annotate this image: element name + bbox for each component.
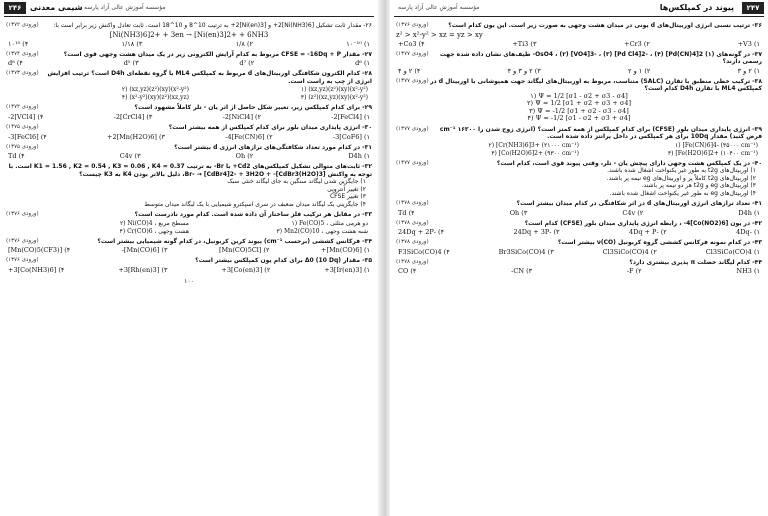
- right-page-header: [394, 2, 764, 17]
- option[interactable]: ۴) ۲ و ۴: [398, 66, 421, 75]
- option[interactable]: ۲) C4v: [622, 208, 644, 217]
- options-36: [398, 40, 760, 48]
- question-32: [6, 163, 372, 178]
- question-text: ۴۴- کدام لیگاند خصلت π پذیری بیشتری دارد؟: [629, 258, 762, 266]
- option[interactable]: ۳) [Rh(en)3]3+: [118, 265, 168, 274]
- question-text: ۳۲- ثابت‌های متوالی تشکیل کمپلکس‌های Cd2+ با Br- به ترتیب K1 = 1.56 , K2 = 0.54 , K3 = 0.06 , K4 = 0.37 است. با توجه به واکنش [CdBr3(H2O)3]- + Br- → [CdBr4]2- + 3H2O، دلیل بالاتر بودن K4 به K3 چیست؟: [8, 163, 372, 178]
- option[interactable]: ۲) Cl3SiCo(CO)4: [602, 247, 657, 256]
- options-31: [8, 152, 370, 160]
- left-page-body: [0, 17, 378, 285]
- option[interactable]: ۲) Ni(CO)4 ، مسطح مربع: [119, 219, 189, 227]
- option[interactable]: ۳) CN-: [511, 267, 533, 276]
- question-source: (ورودی ۱۳۷۷): [396, 125, 429, 132]
- option[interactable]: ۳) -24Dq + 3P: [513, 228, 560, 237]
- question-38: [396, 78, 762, 93]
- option[interactable]: ۳) [Mn(H2O)6]2+: [107, 132, 165, 141]
- question-source: (ورودی ۱۳۷۲): [6, 22, 39, 28]
- options-33: [10, 220, 368, 235]
- question-text: ۳۸- ترکیب خطی منطبق با تقارن (SALC) متناسب، مربوط به اوربیتال‌های لیگاند جهت همپوشانی با اوربیتال d در کمپلکس ML4 با تقارن D4h کدام است؟: [430, 77, 762, 93]
- option[interactable]: ۲) d⁷: [239, 59, 255, 68]
- question-text: ۳۰- انرژی پایداری میدان بلور برای کدام کمپلکس از همه بیشتر است؟: [168, 123, 372, 131]
- question-source: (ورودی ۱۳۷۸): [396, 258, 429, 265]
- option[interactable]: ۲) -4Dq + P: [628, 228, 667, 237]
- option[interactable]: ۴) جایگزینی یک لیگاند میدان ضعیف در سری اسپکترو شیمیایی با یک لیگاند میدان متوسط: [144, 200, 366, 208]
- option[interactable]: ۱) (xz,yz)(z²)(xy)(x²-y²): [300, 86, 368, 94]
- option[interactable]: ۱) [FeCl4]2-: [331, 112, 370, 121]
- options-30: [8, 133, 370, 141]
- option[interactable]: ۲) اوربیتال‌های t2g کاملاً پر و اوربیتال‌های eg نیمه پر باشند.: [606, 174, 756, 182]
- question-source: (ورودی ۱۳۷۷): [396, 77, 429, 84]
- options-43: [398, 248, 760, 256]
- question-source: (ورودی ۱۳۷۵): [6, 143, 39, 150]
- question-text: ۳۴- فرکانس کششی (برحسب cm⁻¹) پیوند کربن کربونیل، در کدام گونه شیمیایی بیشتر است؟: [97, 237, 372, 245]
- option[interactable]: ۴) Cr(CO)6 ، هشت وجهی: [119, 227, 189, 235]
- option[interactable]: ۴) d⁸: [8, 59, 23, 68]
- option[interactable]: ۱) D4h: [738, 208, 760, 217]
- question-source: (ورودی ۱۳۷۷): [396, 50, 429, 57]
- question-29: [6, 104, 372, 112]
- left-page-number: ۲۴۶: [4, 2, 26, 14]
- option[interactable]: ۳) Mn2(CO)10 ، شبه هشت وجهی: [276, 227, 368, 235]
- option[interactable]: ۴) [FeCl6]3-: [8, 132, 47, 141]
- question-text: ۳۹- انرژی پایداری میدان بلور (CFSE) برای کدام کمپلکس از همه کمتر است؟ (انرژی زوج شدن را ۱۶۳۰۰ cm⁻¹ فرض کنید) مقدار 10Dq برای هر کمپلکس در داخل پرانتز داده شده است.: [439, 125, 762, 141]
- option[interactable]: ۲) ۱/۸: [235, 39, 253, 48]
- question-text: ۴۲- در یون [Co(NO2)6]4- ، رابطه انرژی پایداری میدان بلور (CFSE) کدام است؟: [524, 219, 762, 227]
- option[interactable]: ۱) [Fe(CN)6]4- (۳۵۰۰۰ cm⁻¹): [675, 141, 758, 149]
- right-page-title: پیوند در کمپلکس‌ها: [659, 3, 734, 12]
- left-page: [0, 0, 378, 516]
- option[interactable]: ۴) -24Dq + 2P: [398, 228, 445, 237]
- option[interactable]: ۲) Oh: [235, 152, 254, 161]
- question-33: [6, 211, 372, 219]
- option[interactable]: ۳) d⁵: [123, 59, 139, 68]
- option[interactable]: ۴) [Co(NH3)6]3+: [8, 265, 65, 274]
- question-44: [396, 259, 762, 267]
- question-39: [396, 126, 762, 141]
- question-source: (ورودی ۱۳۷۶): [396, 22, 429, 28]
- question-26: [6, 22, 372, 30]
- question-source: (ورودی ۱۳۷۶): [6, 210, 39, 217]
- option[interactable]: ۴) (x²-y²)(xy)(z²)(xz,yz): [121, 94, 189, 102]
- option[interactable]: ۳) [Fe(H2O)6]2+ (۱۰۴۰۰ cm⁻¹): [667, 149, 758, 157]
- question-28: [6, 70, 372, 85]
- options-27: [8, 59, 370, 67]
- option[interactable]: ۱) V3+: [737, 39, 760, 48]
- option[interactable]: ۱) ۱۰⁻¹⁰: [346, 39, 370, 48]
- option[interactable]: ۱) ۲ و ۳: [737, 66, 760, 75]
- question-source: (ورودی ۱۳۷۷): [396, 159, 429, 166]
- question-35: [6, 257, 372, 265]
- question-31: [6, 144, 372, 152]
- option[interactable]: ۲) (xz,yz)(z²)(xy)(x²-y²): [121, 86, 189, 94]
- option[interactable]: ۴) Ψ = -1/2 [σ1 - σ2 + σ3 + σ4]: [527, 114, 631, 123]
- question-36: [396, 22, 762, 30]
- option[interactable]: ۳) [Mn(CO)6]-: [121, 246, 168, 255]
- options-26: [8, 40, 370, 48]
- energy-ordering: z² > x²-y² > xz = yz > xy: [396, 30, 483, 39]
- options-28: [10, 86, 368, 101]
- question-34: [6, 238, 372, 246]
- option[interactable]: ۲) تغییر آنتروپی: [327, 185, 366, 193]
- question-text: ۳۷- در گونه‌های (۱) OsO4 ، (۲) [VO4]3- ، (۳) [Pd Cl4]2- ، (۴) [Pd(CN)4]2- طیف‌های نشان داده شده جهت رسمی دارند؟: [439, 50, 762, 66]
- options-38: [402, 93, 756, 123]
- option[interactable]: ۱) [Ir(en)3]3+: [324, 265, 370, 274]
- options-39: [400, 142, 758, 157]
- question-text: ۲۸- کدام الکترون شکافتگی اوربیتال‌های d مربوط به کمپلکس ML4 با گروه نقطه‌ای D4h است؟ ترتیب افزایش انرژی از چپ به راست است.: [47, 70, 372, 85]
- option[interactable]: ۲) [NiCl4]2-: [222, 112, 262, 121]
- option[interactable]: ۱) Fe(CO)5 ، دو هرمی مثلثی: [291, 219, 368, 227]
- option[interactable]: ۱) -4Dq: [736, 228, 760, 237]
- options-42: [398, 228, 760, 236]
- question-text: ۲۷- مقدار CFSE = -16Dq + P مربوط به کدام آرایش الکترونی زیر در یک میدان هشت وجهی قوی است؟: [63, 50, 372, 58]
- option[interactable]: ۲) [Cr(NH3)6]3+ (۲۱۰۰۰ cm⁻¹): [488, 141, 579, 149]
- options-34: [8, 246, 370, 254]
- right-page-number: ۲۴۷: [742, 2, 764, 14]
- question-27: [6, 51, 372, 59]
- options-32: [12, 178, 366, 208]
- option[interactable]: ۴) Td: [398, 208, 415, 217]
- option[interactable]: ۴) [VCl4]2-: [8, 112, 44, 121]
- question-source: (ورودی ۱۳۷۶): [6, 257, 39, 264]
- question-43: [396, 239, 762, 247]
- question-text: ۴۳- در کدام نمونه فرکانس کششی گروه کربونیل (CO)ν بیشتر است؟: [557, 239, 762, 247]
- option[interactable]: ۲) F-: [626, 267, 642, 276]
- question-source: (ورودی ۱۳۷۸): [396, 200, 429, 206]
- option[interactable]: ۳) Br3SiCo(CO)4: [498, 247, 554, 256]
- question-40: [396, 160, 762, 168]
- option[interactable]: ۳) اوربیتال‌های eg و t2g هر دو نیمه پر باشند.: [641, 182, 756, 190]
- option[interactable]: ۲) Cr3+: [624, 39, 650, 48]
- option[interactable]: ۴) Co3+: [398, 39, 425, 48]
- option[interactable]: ۲) ۱ و ۲: [628, 66, 651, 75]
- question-text: ۳۵- مقدار Δ0 (10 Dq) برای کدام یون کمپلکس بیشتر است؟: [195, 257, 372, 265]
- options-37: [398, 67, 760, 75]
- left-page-subtitle: مؤسسه آموزش عالی آزاد پارسه: [84, 4, 166, 11]
- question-source: (ورودی ۱۳۷۸): [396, 219, 429, 226]
- book-gutter: [378, 0, 390, 516]
- question-text: ۴۰- در یک کمپلکس هشت وجهی دارای پیچش یان - تلر، وقتی پیوند قوی است، کدام است؟: [496, 159, 762, 167]
- question-42: [396, 220, 762, 228]
- question-source: (ورودی ۱۳۷۶): [6, 237, 39, 244]
- option[interactable]: ۳) (z²)(xz,yz)(xy)(x²-y²): [300, 94, 368, 102]
- left-page-header: [4, 2, 374, 17]
- options-44: [398, 267, 760, 275]
- option[interactable]: ۳) Ψ = -1/2 [σ1 + σ2 - σ3 - σ4]: [529, 106, 629, 115]
- right-page: [390, 0, 768, 516]
- options-41: [398, 209, 760, 217]
- page-footer: ۱۰۰: [184, 277, 194, 285]
- question-source: (ورودی ۱۳۷۴): [6, 104, 39, 111]
- question-source: (ورودی ۱۳۷۵): [6, 123, 39, 130]
- option[interactable]: ۱) [CoF6]3-: [332, 132, 370, 141]
- options-29: [8, 113, 370, 121]
- option[interactable]: ۳) ۱/۱۸: [121, 39, 143, 48]
- option[interactable]: ۳) C4v: [119, 152, 141, 161]
- option[interactable]: ۴) ۱۰¹⁰: [8, 39, 29, 48]
- option[interactable]: ۴) F3SiCo(CO)4: [398, 247, 450, 256]
- option[interactable]: ۱) Cl3SiCo(CO)4: [705, 247, 760, 256]
- option[interactable]: ۳) تغییر CFSE: [329, 193, 366, 201]
- question-text: ۲۶- مقدار ثابت تشکیل [Ni(NH3)6]2+ و [Ni(en)3]2+ به ترتیب 10^8 و 10^18 است. ثابت تعادل واکنش زیر برابر است با:: [53, 22, 372, 29]
- option[interactable]: ۴) Td: [8, 152, 25, 161]
- option[interactable]: ۳) Ti3+: [512, 39, 537, 48]
- option[interactable]: ۲) [Mn(CO)5Cl]: [218, 246, 270, 255]
- question-text: ۲۹- برای کدام کمپلکس زیر، تغییر شکل حاصل از اثر یان - تلر کاملاً مشهود است؟: [134, 104, 372, 112]
- option[interactable]: ۱) d⁶: [355, 59, 370, 68]
- options-40: [402, 167, 756, 197]
- question-source: (ورودی ۱۳۷۳): [6, 70, 39, 77]
- option[interactable]: ۱) NH3: [736, 267, 760, 276]
- option[interactable]: ۲) Ψ = 1/2 [σ1 + σ2 + σ3 + σ4]: [527, 99, 631, 108]
- option[interactable]: ۱) جایگزین شدن لیگاند سنگین به جای لیگاند خنثی سبک: [227, 178, 366, 186]
- question-text: ۳۱- در کدام مورد تعداد شکافتگی‌های ترازهای انرژی d بیشتر است؟: [174, 143, 372, 151]
- left-page-title: شیمی معدنی: [30, 3, 83, 12]
- option[interactable]: ۴) [Co(H2O)6]2+ (۹۳۰۰ cm⁻¹): [491, 149, 579, 157]
- option[interactable]: ۲) [Co(en)3]3+: [221, 265, 271, 274]
- option[interactable]: ۱) [Mn(CO)6]+: [321, 246, 370, 255]
- option[interactable]: ۳) [CrCl4]2-: [113, 112, 153, 121]
- question-text: ۳۳- در مقابل هر ترکیب فلز ساختار آن داده شده است. کدام مورد نادرست است؟: [134, 210, 372, 218]
- option[interactable]: ۴) CO: [398, 267, 417, 276]
- option[interactable]: ۳) Oh: [509, 208, 528, 217]
- option[interactable]: ۴) [Mn(CO)5(CF3)]: [8, 246, 71, 255]
- option[interactable]: ۱) D4h: [348, 152, 370, 161]
- question-source: (ورودی ۱۳۷۸): [396, 239, 429, 246]
- question-source: (ورودی ۱۳۷۴): [6, 50, 39, 57]
- right-page-subtitle: مؤسسه آموزش عالی آزاد پارسه: [398, 4, 480, 11]
- reaction-equation: [Ni(NH3)6]2+ + 3en → [Ni(en)3]2+ + 6NH3: [109, 30, 269, 39]
- option[interactable]: ۲) [Fe(CN)6]4-: [225, 132, 273, 141]
- options-35: [8, 266, 370, 274]
- option[interactable]: ۱) Ψ = 1/2 [σ1 - σ2 + σ3 - σ4]: [530, 91, 628, 100]
- question-37: [396, 51, 762, 66]
- option[interactable]: ۱) اوربیتال‌های t2g به طور غیر یکنواخت اشغال شده باشند.: [607, 167, 756, 175]
- option[interactable]: ۴) اوربیتال‌های eg به طور غیر یکنواخت اشغال شده باشند.: [609, 189, 756, 197]
- option[interactable]: ۳) ۲ و ۳ و ۴: [507, 66, 541, 75]
- question-41: [396, 200, 762, 208]
- question-text: ۳۶- ترتیب نسبی انرژی اوربیتال‌های d یونی در میدان هشت وجهی به صورت زیر است. این یون کدام است؟: [448, 22, 762, 29]
- question-30: [6, 124, 372, 132]
- question-text: ۴۱- تعداد ترازهای انرژی اوربیتال‌های d در اثر شکافتگی در کدام میدان بیشتر است؟: [516, 200, 762, 207]
- right-page-body: [390, 17, 768, 275]
